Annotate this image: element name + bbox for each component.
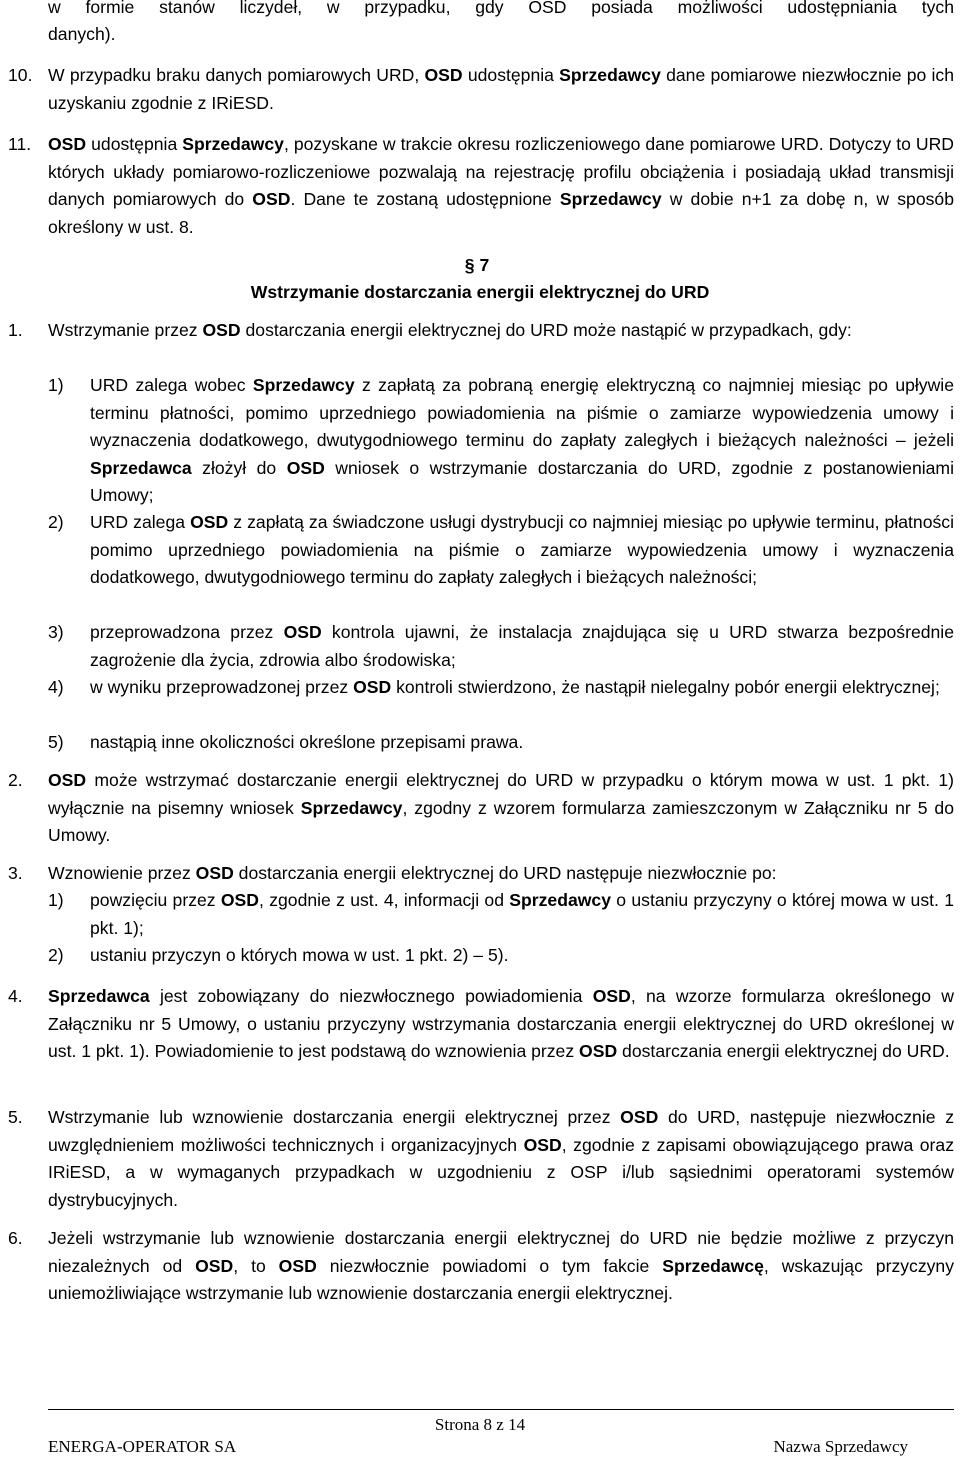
point-3-item-1: powzięciu przez OSD, zgodnie z ust. 4, informacji od Sprzedawcy o ustaniu przyczyny o której mowa w ust. 1 pkt. 1); <box>90 890 954 938</box>
point-1-item-4: w wyniku przeprowadzonej przez OSD kontroli stwierdzono, że nastąpił nielegalny pobór energii elektrycznej; <box>90 677 940 697</box>
point-4: Sprzedawca jest zobowiązany do niezwłocznego powiadomienia OSD, na wzorze formularza określonego w Załączniku nr 5 Umowy, o ustaniu przyczyny wstrzymania dostarczania energii elektrycznej do URD określonej w ust. 1 pkt. 1). Powiadomienie to jest podstawą do wznowienia przez OSD dostarczania energii elektrycznej do URD. <box>48 986 954 1061</box>
point-1-item-1-number: 1) <box>48 375 64 395</box>
point-3-intro: Wznowienie przez OSD dostarczania energii elektrycznej do URD następuje niezwłocznie po: <box>48 863 777 883</box>
footer-seller-name: Nazwa Sprzedawcy <box>773 1437 908 1456</box>
point-1-item-5-number: 5) <box>48 732 64 752</box>
point-3-item-2-number: 2) <box>48 945 64 965</box>
point-1-number: 1. <box>8 320 23 340</box>
point-4-number: 4. <box>8 986 23 1006</box>
intro-text-1: w formie stanów liczydeł, w przypadku, gdy OSD posiada możliwości udostępniania tych <box>48 0 954 17</box>
point-1-item-2-number: 2) <box>48 512 64 532</box>
footer-divider <box>48 1409 954 1410</box>
point-3-item-2: ustaniu przyczyn o których mowa w ust. 1 pkt. 2) – 5). <box>90 945 509 965</box>
point-1-item-2: URD zalega OSD z zapłatą za świadczone usługi dystrybucji co najmniej miesiąc po upływie terminu, płatności pomimo uprzedniego powiadomienia na piśmie o zamiarze wypowiedzenia umowy i wyznaczenia dodatkowego, dwutygodniowego terminu do zapłaty zaległych i bieżących należności; <box>90 512 954 587</box>
point-1-item-4-number: 4) <box>48 677 64 697</box>
point-2-number: 2. <box>8 770 23 790</box>
paragraph-11-number: 11. <box>8 134 32 154</box>
paragraph-10: W przypadku braku danych pomiarowych URD, OSD udostępnia Sprzedawcy dane pomiarowe niezwłocznie po ich uzyskaniu zgodnie z IRiESD. <box>48 65 954 113</box>
paragraph-10-number: 10. <box>8 65 33 85</box>
intro-text-2: danych). <box>48 24 116 44</box>
intro-line-2 <box>48 21 954 49</box>
point-1-item-1: URD zalega wobec Sprzedawcy z zapłatą za pobraną energię elektryczną co najmniej miesiąc po upływie terminu płatności, pomimo uprzedniego powiadomienia na piśmie o zamiarze wypowiedzenia umowy i wyznaczenia dodatkowego, dwutygodniowego terminu do zapłaty zaległych i bieżących należności – jeżeli Sprzedawca złożył do OSD wniosek o wstrzymanie dostarczania do URD, zgodnie z postanowieniami Umowy; <box>90 375 954 505</box>
page-number: Strona 8 z 14 <box>434 1415 526 1434</box>
point-3-number: 3. <box>8 863 23 883</box>
point-6: Jeżeli wstrzymanie lub wznowienie dostarczania energii elektrycznej do URD nie będzie możliwe z przyczyn niezależnych od OSD, to OSD niezwłocznie powiadomi o tym fakcie Sprzedawcę, wskazując przyczyny uniemożliwiające wstrzymanie lub wznowienie dostarczania energii elektrycznej. <box>48 1228 955 1303</box>
point-1-item-5: nastąpią inne okoliczności określone przepisami prawa. <box>90 732 524 752</box>
section-title: Wstrzymanie dostarczania energii elektrycznej do URD <box>250 282 710 302</box>
point-5: Wstrzymanie lub wznowienie dostarczania energii elektrycznej przez OSD do URD, następuje niezwłocznie z uwzględnieniem możliwości technicznych i organizacyjnych OSD, zgodnie z zapisami obowiązującego prawa oraz IRiESD, a w wymaganych przypadkach w uzgodnieniu z OSP i/lub sąsiednimi operatorami systemów dystrybucyjnych. <box>48 1107 954 1210</box>
paragraph-11: OSD udostępnia Sprzedawcy, pozyskane w trakcie okresu rozliczeniowego dane pomiarowe URD. Dotyczy to URD których układy pomiarowo-rozliczeniowe pozwalają na rejestrację profilu obciążenia i posiadają układ transmisji danych pomiarowych do OSD. Dane te zostaną udostępnione Sprzedawcy w dobie n+1 za dobę n, w sposób określony w ust. 8. <box>48 134 954 237</box>
section-symbol: § 7 <box>464 255 490 275</box>
point-3-item-1-number: 1) <box>48 890 64 910</box>
point-1-intro: Wstrzymanie przez OSD dostarczania energii elektrycznej do URD może nastąpić w przypadkach, gdy: <box>48 320 852 340</box>
point-6-number: 6. <box>8 1228 23 1248</box>
footer-company: ENERGA-OPERATOR SA <box>48 1437 237 1456</box>
point-2: OSD może wstrzymać dostarczanie energii elektrycznej do URD w przypadku o którym mowa w ust. 1 pkt. 1) wyłącznie na pisemny wniosek Sprzedawcy, zgodny z wzorem formularza zamieszczonym w Załączniku nr 5 do Umowy. <box>48 770 955 845</box>
point-1-item-3-number: 3) <box>48 622 64 642</box>
intro-line <box>48 0 954 22</box>
point-5-number: 5. <box>8 1107 23 1127</box>
point-1-item-3: przeprowadzona przez OSD kontrola ujawni, że instalacja znajdująca się u URD stwarza bezpośrednie zagrożenie dla życia, zdrowia albo środowiska; <box>90 622 954 670</box>
